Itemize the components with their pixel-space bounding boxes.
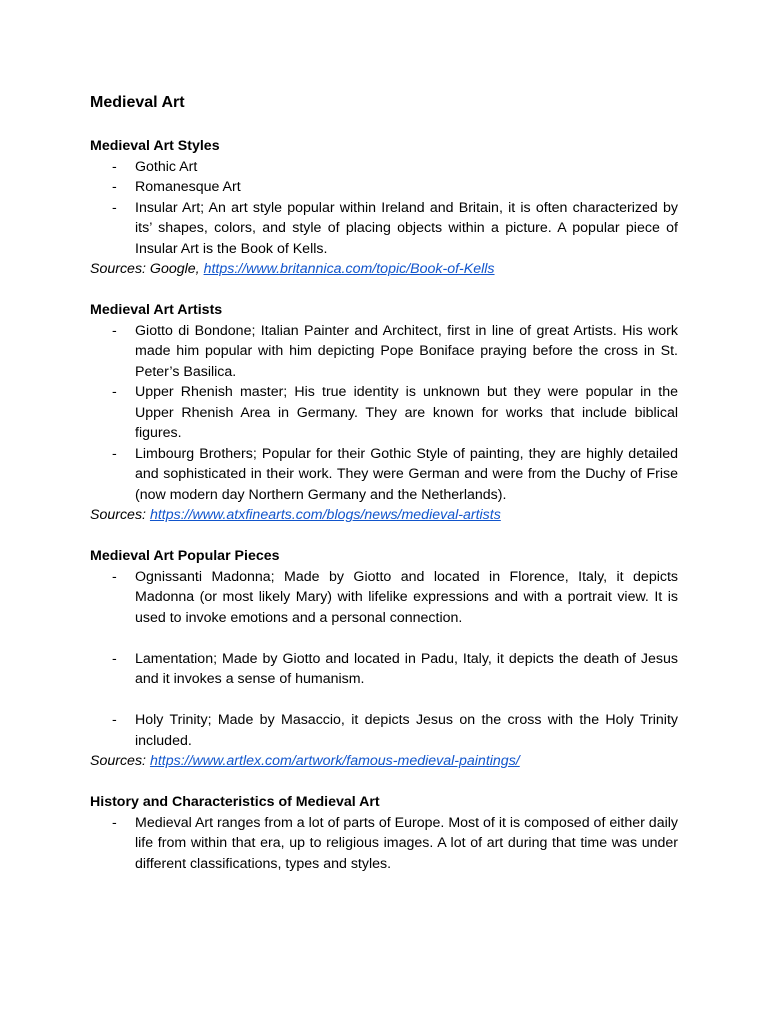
list-item-text: Gothic Art (135, 158, 198, 175)
sources-line (90, 751, 678, 772)
list-item-text: Ognissanti Madonna; Made by Giotto and located in Florence, Italy, it depicts Madonna (or most likely Mary) with lifelike expressions and with a portrait view. It is used to invoke emotions and a personal connection. (135, 568, 678, 626)
list-item-text: Limbourg Brothers; Popular for their Gothic Style of painting, they are highly detailed and sophisticated in their work. They were German and were from the Duchy of Frise (now modern day Northern Germany and the Netherlands). (135, 445, 678, 503)
section-popular-pieces (90, 546, 678, 772)
list-item (90, 321, 678, 383)
list-item (90, 382, 678, 444)
list-item (90, 444, 678, 506)
dash-bullet: - (112, 158, 117, 175)
section-heading: Medieval Art Popular Pieces (90, 548, 280, 564)
list-item-text: Romanesque Art (135, 179, 241, 195)
sources-line (90, 505, 678, 526)
section-history-characteristics (90, 792, 678, 874)
list-item-text: Medieval Art ranges from a lot of parts of Europe. Most of it is composed of either daily life from within that era, up to religious images. A lot of art during that time was under different classifications, types and styles. (135, 814, 678, 872)
dash-bullet: - (112, 179, 117, 195)
sources-prefix: Sources: (90, 753, 150, 769)
document-page (90, 90, 678, 895)
bullet-list (90, 813, 678, 875)
dash-bullet: - (112, 650, 117, 667)
bullet-list (90, 321, 678, 506)
list-item-text: Lamentation; Made by Giotto and located in Padu, Italy, it depicts the death of Jesus and it invokes a sense of humanism. (135, 650, 678, 687)
list-item-text: Giotto di Bondone; Italian Painter and Architect, first in line of great Artists. His work made him popular with him depicting Pope Boniface praying before the cross in St. Peter’s Basilica. (135, 322, 678, 380)
source-link-artlex[interactable]: https://www.artlex.com/artwork/famous-medieval-paintings/ (149, 753, 520, 769)
list-item (90, 157, 678, 178)
dash-bullet: - (112, 568, 117, 585)
list-item-text: Upper Rhenish master; His true identity is unknown but they were popular in the Upper Rhenish Area in Germany. They are known for works that include biblical figures. (135, 384, 678, 441)
list-item (90, 649, 678, 690)
dash-bullet: - (112, 199, 117, 216)
source-link-britannica[interactable]: https://www.britannica.com/topic/Book-of-Kells (203, 261, 495, 277)
sources-prefix: Sources: (90, 507, 150, 523)
dash-bullet: - (112, 814, 117, 831)
list-item (90, 813, 678, 875)
dash-bullet: - (112, 322, 117, 339)
list-item (90, 710, 678, 751)
sources-line (90, 259, 678, 280)
bullet-list (90, 157, 678, 260)
dash-bullet: - (112, 445, 117, 462)
section-heading: History and Characteristics of Medieval Art (90, 794, 380, 810)
list-item (90, 567, 678, 629)
section-heading: Medieval Art Styles (90, 138, 220, 154)
dash-bullet: - (112, 384, 117, 400)
list-item (90, 177, 678, 198)
list-item-text: Holy Trinity; Made by Masaccio, it depicts Jesus on the cross with the Holy Trinity included. (135, 712, 678, 749)
section-art-artists (90, 300, 678, 526)
document-title: Medieval Art (90, 94, 185, 111)
source-link-atxfinearts[interactable]: https://www.atxfinearts.com/blogs/news/medieval-artists (149, 507, 501, 523)
sources-prefix: Sources: Google, (90, 261, 204, 277)
list-item (90, 198, 678, 260)
list-item-text: Insular Art; An art style popular within Ireland and Britain, it is often characterized by its’ shapes, colors, and style of placing objects within a picture. A popular piece of Insular Art is the Book of Kells. (135, 199, 678, 257)
section-art-styles (90, 136, 678, 280)
bullet-list (90, 567, 678, 752)
dash-bullet: - (112, 712, 117, 728)
section-heading: Medieval Art Artists (90, 302, 223, 318)
